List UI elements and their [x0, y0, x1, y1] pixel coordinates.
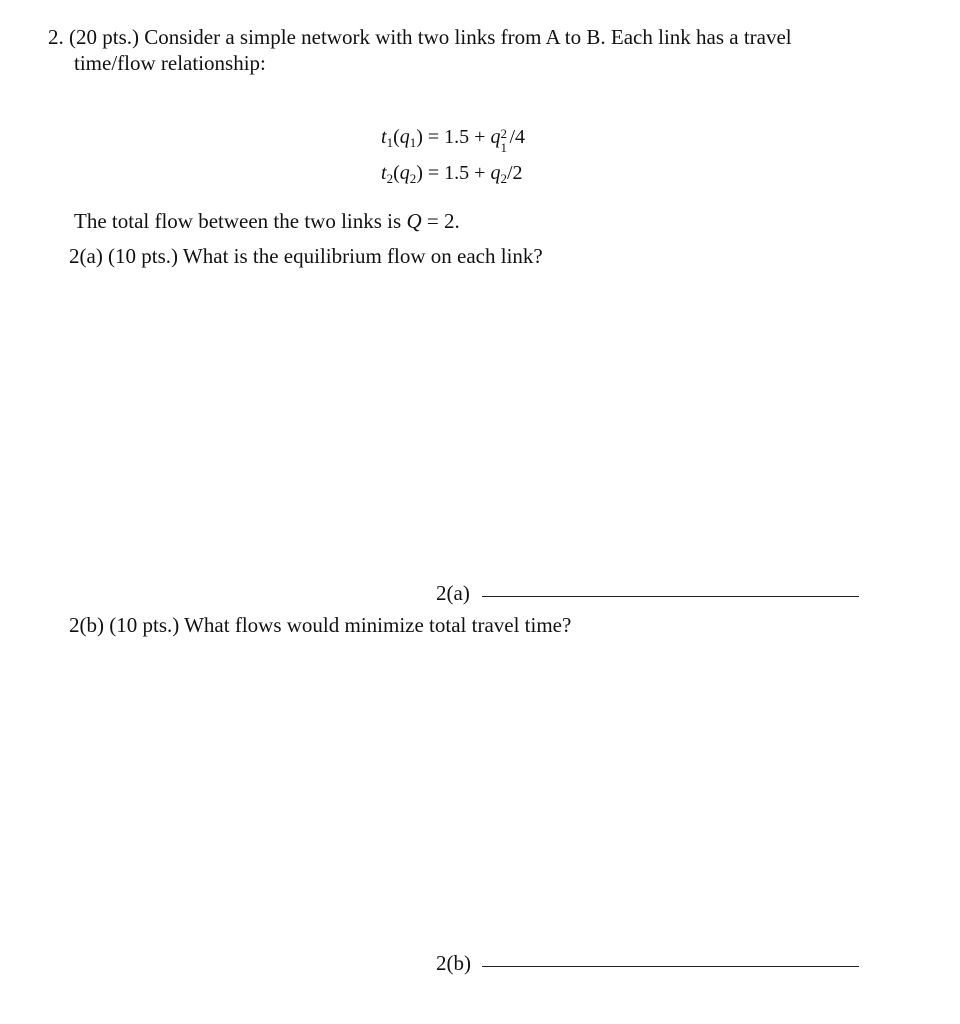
eq1-arg-var: q [399, 126, 410, 148]
eq2-rhs-prefix: ) = 1.5 + [416, 162, 491, 184]
answer-label-part-a: 2(a) [436, 581, 470, 605]
eq1-term-sup: 2 [500, 126, 507, 142]
equation-link-2: $t_2(q_2) = 1.5 + q_2/2$ [381, 162, 523, 186]
eq1-term-scripts [500, 126, 509, 156]
eq2-term-sub: 2 [500, 171, 507, 186]
total-flow-text-after: = 2. [421, 209, 460, 233]
eq1-term-var: q [490, 126, 501, 148]
problem-intro-line-2: time/flow relationship: [74, 51, 266, 75]
eq1-lhs-var: t [381, 126, 387, 148]
answer-blank-part-b[interactable] [482, 966, 859, 967]
equation-link-1: $t_1(q_1) = 1.5 + q$ 2 1 /4 [381, 122, 525, 158]
answer-blank-part-a[interactable] [482, 596, 859, 597]
answer-label-part-b: 2(b) [436, 951, 471, 975]
problem-statement [48, 24, 878, 76]
total-flow-text-before: The total flow between the two links is [74, 209, 407, 233]
question-part-b: 2(b) (10 pts.) What flows would minimize total travel time? [69, 613, 572, 637]
answer-row-part-b [436, 950, 471, 976]
eq2-arg-var: q [399, 162, 410, 184]
eq1-rhs-prefix: ) = 1.5 + [416, 126, 491, 148]
eq2-lhs-var: t [381, 162, 387, 184]
eq2-arg-sub: 2 [409, 171, 417, 186]
eq2-term-suffix: /2 [506, 162, 523, 184]
eq1-arg-sub: 1 [409, 135, 417, 150]
eq2-lhs-sub: 2 [386, 171, 394, 186]
total-flow-var: Q [406, 209, 422, 233]
eq1-term-sub: 1 [500, 140, 507, 156]
eq2-term-var: q [490, 162, 501, 184]
total-flow-statement [74, 208, 460, 234]
question-part-a: 2(a) (10 pts.) What is the equilibrium flow on each link? [69, 244, 543, 268]
eq1-lhs-sub: 1 [386, 135, 394, 150]
eq1-term-suffix: /4 [509, 126, 526, 148]
answer-row-part-a [436, 580, 470, 606]
travel-time-equations [381, 122, 525, 194]
problem-intro-line-1: 2. (20 pts.) Consider a simple network with two links from A to B. Each link has a travel [48, 25, 792, 49]
